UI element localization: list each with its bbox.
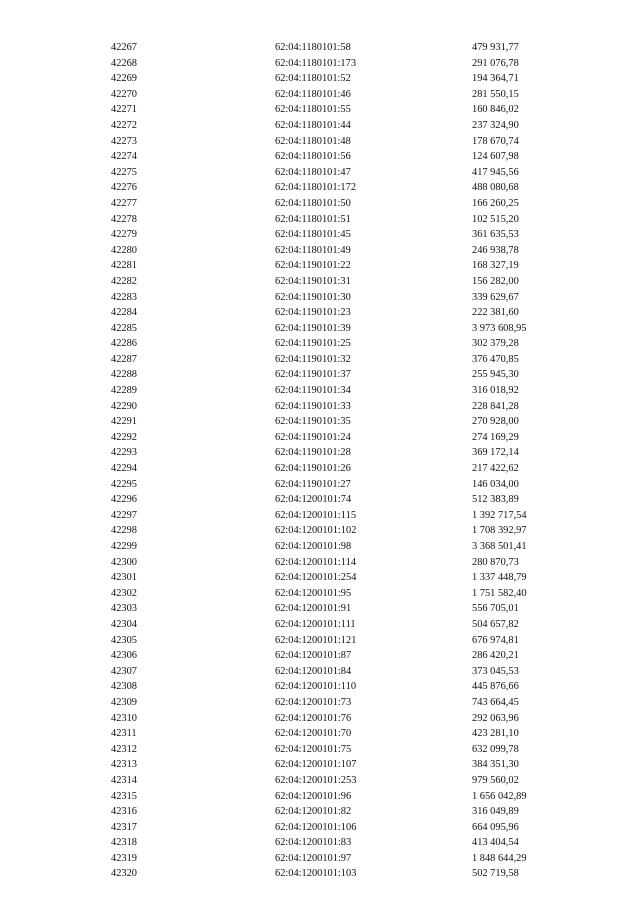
row-number: 42271 [111, 104, 137, 116]
cadastral-value: 146 034,00 [472, 478, 519, 490]
row-number: 42278 [111, 213, 137, 225]
cadastral-number: 62:04:1200101:95 [275, 587, 352, 599]
row-number: 42294 [111, 463, 137, 475]
cadastral-value: 237 324,90 [472, 119, 519, 131]
cadastral-number: 62:04:1190101:24 [275, 431, 351, 443]
cadastral-value: 270 928,00 [472, 416, 519, 428]
row-number: 42275 [111, 166, 137, 178]
row-number: 42319 [111, 852, 137, 864]
cadastral-number: 62:04:1200101:98 [275, 541, 352, 552]
cadastral-number: 62:04:1200101:75 [275, 743, 352, 755]
cadastral-value: 502 719,58 [472, 868, 519, 880]
cadastral-value: 1 656 042,89 [472, 790, 527, 802]
table-row [0, 399, 640, 415]
cadastral-number: 62:04:1180101:50 [275, 197, 351, 209]
table-row [0, 789, 640, 805]
table-row [0, 352, 640, 368]
cadastral-number: 62:04:1200101:106 [275, 821, 357, 833]
cadastral-number: 62:04:1190101:28 [275, 447, 351, 459]
cadastral-value: 512 383,89 [472, 494, 519, 506]
cadastral-number: 62:04:1190101:27 [275, 478, 351, 490]
row-number: 42316 [111, 806, 137, 818]
cadastral-value: 979 560,02 [472, 774, 519, 786]
table-row [0, 539, 640, 555]
table-row [0, 212, 640, 228]
cadastral-value: 246 938,78 [472, 244, 519, 256]
row-number: 42305 [111, 634, 137, 646]
row-number: 42304 [111, 618, 137, 630]
cadastral-value: 302 379,28 [472, 338, 519, 350]
row-number: 42277 [111, 197, 137, 209]
row-number: 42276 [111, 182, 137, 194]
cadastral-value: 291 076,78 [472, 57, 519, 69]
cadastral-number: 62:04:1200101:96 [275, 790, 352, 802]
table-row [0, 274, 640, 290]
cadastral-number: 62:04:1200101:97 [275, 852, 352, 864]
cadastral-value: 178 670,74 [472, 135, 519, 147]
row-number: 42272 [111, 119, 137, 131]
table-row [0, 648, 640, 664]
row-number: 42307 [111, 665, 137, 677]
row-number: 42317 [111, 821, 137, 833]
table-row [0, 570, 640, 586]
cadastral-number: 62:04:1180101:52 [275, 73, 351, 85]
table-row [0, 820, 640, 836]
cadastral-value: 1 708 392,97 [472, 525, 527, 537]
cadastral-value: 479 931,77 [472, 42, 519, 53]
row-number: 42297 [111, 509, 137, 521]
table-row [0, 804, 640, 820]
table-row [0, 40, 640, 56]
cadastral-number: 62:04:1200101:254 [275, 572, 357, 584]
cadastral-value: 743 664,45 [472, 696, 519, 708]
table-row [0, 367, 640, 383]
row-number: 42281 [111, 260, 137, 272]
cadastral-number: 62:04:1180101:51 [275, 213, 351, 225]
cadastral-number: 62:04:1190101:37 [275, 369, 351, 381]
row-number: 42285 [111, 322, 137, 334]
row-number: 42302 [111, 587, 137, 599]
cadastral-value: 504 657,82 [472, 618, 519, 630]
row-number: 42318 [111, 837, 137, 849]
row-number: 42309 [111, 696, 137, 708]
table-row [0, 523, 640, 539]
table-row [0, 196, 640, 212]
cadastral-value: 423 281,10 [472, 728, 519, 740]
cadastral-number: 62:04:1190101:25 [275, 338, 351, 350]
row-number: 42286 [111, 338, 137, 350]
row-number: 42295 [111, 478, 137, 490]
cadastral-number: 62:04:1200101:111 [275, 618, 356, 630]
cadastral-value: 316 049,89 [472, 806, 519, 818]
cadastral-value: 316 018,92 [472, 385, 519, 397]
cadastral-number: 62:04:1200101:121 [275, 634, 357, 646]
cadastral-number: 62:04:1200101:74 [275, 494, 352, 506]
cadastral-value: 124 607,98 [472, 151, 519, 163]
cadastral-number: 62:04:1190101:32 [275, 353, 351, 365]
row-number: 42279 [111, 229, 137, 241]
cadastral-number: 62:04:1190101:39 [275, 322, 351, 334]
cadastral-value: 384 351,30 [472, 759, 519, 771]
cadastral-value: 156 282,00 [472, 275, 519, 287]
cadastral-number: 62:04:1200101:115 [275, 509, 357, 521]
table-row [0, 383, 640, 399]
table-row [0, 492, 640, 508]
cadastral-number: 62:04:1180101:44 [275, 119, 351, 131]
cadastral-value: 281 550,15 [472, 88, 519, 100]
table-row [0, 134, 640, 150]
table-row [0, 414, 640, 430]
table-row [0, 290, 640, 306]
cadastral-value: 3 973 608,95 [472, 322, 527, 334]
table-row [0, 835, 640, 851]
row-number: 42290 [111, 400, 137, 412]
row-number: 42270 [111, 88, 137, 100]
table-row [0, 180, 640, 196]
cadastral-number: 62:04:1190101:31 [275, 275, 351, 287]
table-row [0, 679, 640, 695]
row-number: 42312 [111, 743, 137, 755]
document-table [0, 40, 640, 882]
row-number: 42320 [111, 868, 137, 880]
row-number: 42301 [111, 572, 137, 584]
cadastral-value: 417 945,56 [472, 166, 519, 178]
table-row [0, 477, 640, 493]
table-row [0, 664, 640, 680]
cadastral-value: 373 045,53 [472, 665, 519, 677]
table-row [0, 866, 640, 882]
cadastral-value: 339 629,67 [472, 291, 519, 303]
cadastral-number: 62:04:1200101:91 [275, 603, 352, 615]
row-number: 42313 [111, 759, 137, 771]
cadastral-number: 62:04:1190101:34 [275, 385, 351, 397]
table-row [0, 695, 640, 711]
row-number: 42288 [111, 369, 137, 381]
cadastral-number: 62:04:1200101:103 [275, 868, 357, 880]
row-number: 42308 [111, 681, 137, 693]
cadastral-value: 3 368 501,41 [472, 541, 527, 552]
cadastral-value: 632 099,78 [472, 743, 519, 755]
row-number: 42296 [111, 494, 137, 506]
cadastral-value: 488 080,68 [472, 182, 519, 194]
cadastral-number: 62:04:1200101:70 [275, 728, 352, 740]
row-number: 42315 [111, 790, 137, 802]
table-row [0, 508, 640, 524]
cadastral-value: 361 635,53 [472, 229, 519, 241]
cadastral-value: 222 381,60 [472, 307, 519, 319]
cadastral-value: 376 470,85 [472, 353, 519, 365]
table-row [0, 586, 640, 602]
cadastral-value: 166 260,25 [472, 197, 519, 209]
table-row [0, 149, 640, 165]
row-number: 42298 [111, 525, 137, 537]
cadastral-number: 62:04:1180101:45 [275, 229, 351, 241]
cadastral-number: 62:04:1180101:49 [275, 244, 351, 256]
row-number: 42293 [111, 447, 137, 459]
cadastral-value: 369 172,14 [472, 447, 519, 459]
table-row [0, 617, 640, 633]
cadastral-number: 62:04:1180101:56 [275, 151, 351, 163]
table-row [0, 445, 640, 461]
cadastral-number: 62:04:1180101:46 [275, 88, 351, 100]
row-number: 42314 [111, 774, 137, 786]
cadastral-number: 62:04:1190101:22 [275, 260, 351, 272]
cadastral-number: 62:04:1200101:73 [275, 696, 352, 708]
cadastral-number: 62:04:1200101:253 [275, 774, 357, 786]
table-row [0, 773, 640, 789]
table-row [0, 118, 640, 134]
row-number: 42280 [111, 244, 137, 256]
table-row [0, 227, 640, 243]
cadastral-value: 280 870,73 [472, 556, 519, 568]
cadastral-value: 217 422,62 [472, 463, 519, 475]
table-row [0, 601, 640, 617]
row-number: 42299 [111, 541, 137, 552]
table-row [0, 461, 640, 477]
cadastral-value: 160 846,02 [472, 104, 519, 116]
cadastral-number: 62:04:1200101:76 [275, 712, 352, 724]
row-number: 42274 [111, 151, 137, 163]
cadastral-number: 62:04:1180101:48 [275, 135, 351, 147]
row-number: 42273 [111, 135, 137, 147]
cadastral-number: 62:04:1190101:33 [275, 400, 351, 412]
cadastral-value: 1 392 717,54 [472, 509, 527, 521]
table-row [0, 757, 640, 773]
table-row [0, 711, 640, 727]
table-row [0, 555, 640, 571]
cadastral-value: 274 169,29 [472, 431, 519, 443]
cadastral-number: 62:04:1190101:30 [275, 291, 351, 303]
cadastral-number: 62:04:1180101:55 [275, 104, 351, 116]
cadastral-value: 168 327,19 [472, 260, 519, 272]
row-number: 42291 [111, 416, 137, 428]
cadastral-number: 62:04:1200101:110 [275, 681, 357, 693]
row-number: 42289 [111, 385, 137, 397]
cadastral-value: 194 364,71 [472, 73, 519, 85]
table-row [0, 321, 640, 337]
cadastral-number: 62:04:1200101:102 [275, 525, 357, 537]
table-row [0, 87, 640, 103]
cadastral-value: 445 876,66 [472, 681, 519, 693]
row-number: 42306 [111, 650, 137, 662]
cadastral-number: 62:04:1200101:114 [275, 556, 357, 568]
cadastral-number: 62:04:1200101:84 [275, 665, 352, 677]
table-row [0, 305, 640, 321]
cadastral-value: 664 095,96 [472, 821, 519, 833]
cadastral-value: 228 841,28 [472, 400, 519, 412]
cadastral-value: 255 945,30 [472, 369, 519, 381]
cadastral-value: 292 063,96 [472, 712, 519, 724]
cadastral-number: 62:04:1190101:23 [275, 307, 351, 319]
cadastral-number: 62:04:1180101:58 [275, 42, 351, 53]
row-number: 42268 [111, 57, 137, 69]
row-number: 42311 [111, 728, 137, 740]
table-row [0, 430, 640, 446]
cadastral-number: 62:04:1180101:172 [275, 182, 357, 194]
cadastral-number: 62:04:1190101:35 [275, 416, 351, 428]
cadastral-value: 556 705,01 [472, 603, 519, 615]
table-row [0, 56, 640, 72]
cadastral-number: 62:04:1180101:173 [275, 57, 357, 69]
row-number: 42300 [111, 556, 137, 568]
cadastral-value: 1 848 644,29 [472, 852, 527, 864]
table-row [0, 726, 640, 742]
row-number: 42303 [111, 603, 137, 615]
cadastral-value: 102 515,20 [472, 213, 519, 225]
cadastral-number: 62:04:1200101:107 [275, 759, 357, 771]
table-row [0, 633, 640, 649]
row-number: 42283 [111, 291, 137, 303]
cadastral-value: 286 420,21 [472, 650, 519, 662]
table-row [0, 243, 640, 259]
cadastral-number: 62:04:1200101:83 [275, 837, 352, 849]
row-number: 42284 [111, 307, 137, 319]
cadastral-value: 413 404,54 [472, 837, 519, 849]
table-row [0, 742, 640, 758]
cadastral-value: 676 974,81 [472, 634, 519, 646]
row-number: 42310 [111, 712, 137, 724]
table-row [0, 165, 640, 181]
row-number: 42267 [111, 42, 137, 53]
row-number: 42269 [111, 73, 137, 85]
cadastral-number: 62:04:1200101:87 [275, 650, 352, 662]
row-number: 42287 [111, 353, 137, 365]
row-number: 42282 [111, 275, 137, 287]
cadastral-value: 1 337 448,79 [472, 572, 527, 584]
cadastral-number: 62:04:1200101:82 [275, 806, 352, 818]
row-number: 42292 [111, 431, 137, 443]
table-row [0, 258, 640, 274]
cadastral-value: 1 751 582,40 [472, 587, 527, 599]
table-row [0, 71, 640, 87]
table-row [0, 102, 640, 118]
cadastral-number: 62:04:1190101:26 [275, 463, 351, 475]
table-row [0, 336, 640, 352]
cadastral-number: 62:04:1180101:47 [275, 166, 351, 178]
table-row [0, 851, 640, 867]
